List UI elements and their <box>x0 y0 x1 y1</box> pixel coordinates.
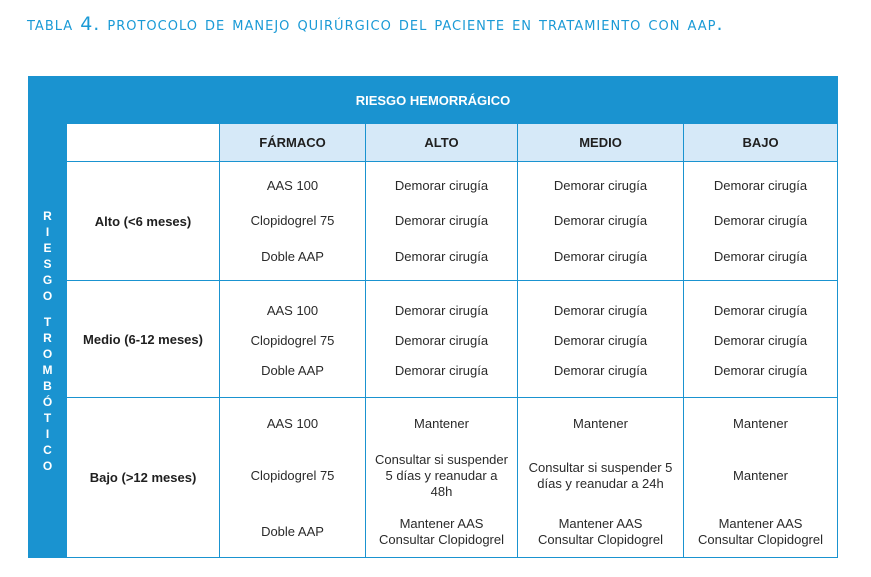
table-cell-text: Consultar Clopidogrel <box>537 532 663 547</box>
group-cell-farmaco <box>220 162 366 281</box>
table-cell-text: Mantener <box>733 416 788 431</box>
table-cell-text: Demorar cirugía <box>553 303 648 318</box>
table-cell-text: Demorar cirugía <box>394 249 489 264</box>
table-cell-text: 5 días y reanudar a <box>385 468 498 483</box>
table-cell-text: Demorar cirugía <box>713 363 808 378</box>
group-cell-bajo <box>684 162 838 281</box>
side-letter: C <box>43 443 52 457</box>
table-title: tabla 4. protocolo de manejo quirúrgico del paciente en tratamiento con aap. <box>27 13 724 35</box>
group-cell-bajo <box>684 398 838 558</box>
column-header-alto: ALTO <box>366 124 518 162</box>
table-cell-text: Doble AAP <box>261 363 324 378</box>
side-letter: G <box>42 273 53 287</box>
side-letter: M <box>42 363 53 377</box>
group-cell-alto <box>366 162 518 281</box>
group-cell-medio <box>518 281 684 398</box>
table-cell-text: Consultar Clopidogrel <box>697 532 823 547</box>
row-group-label: Alto (<6 meses) <box>67 162 220 281</box>
table-cell-text: Demorar cirugía <box>394 178 489 193</box>
table-cell-text: Demorar cirugía <box>713 303 808 318</box>
table-cell-text: Demorar cirugía <box>713 249 808 264</box>
side-letter: R <box>43 209 52 223</box>
side-letter: O <box>42 459 53 473</box>
table-cell-text: Demorar cirugía <box>394 213 489 228</box>
side-letter: R <box>43 331 52 345</box>
group-cell-alto <box>366 281 518 398</box>
side-letter: S <box>43 257 52 271</box>
table-cell-text: AAS 100 <box>266 178 319 193</box>
table-cell-text: Demorar cirugía <box>553 213 648 228</box>
table-cell-text: Demorar cirugía <box>713 333 808 348</box>
protocol-table <box>28 76 838 558</box>
side-letter: I <box>45 427 50 441</box>
table-cell-text: días y reanudar a 24h <box>537 476 664 491</box>
side-letter: B <box>43 379 52 393</box>
table-cell-text: Clopidogrel 75 <box>250 213 335 228</box>
table-cell-text: Demorar cirugía <box>713 213 808 228</box>
side-letter: I <box>45 225 50 239</box>
table-cell-text: Mantener <box>733 468 788 483</box>
table-cell-text: Demorar cirugía <box>394 333 489 348</box>
table-cell-text: 48h <box>430 484 453 499</box>
table-cell-text: Demorar cirugía <box>394 303 489 318</box>
row-group-label: Bajo (>12 meses) <box>67 398 220 558</box>
table-cell-text: Demorar cirugía <box>553 333 648 348</box>
table-cell-text: Consultar si suspender 5 <box>528 460 673 475</box>
group-cell-alto <box>366 398 518 558</box>
table-cell-text: Mantener <box>414 416 469 431</box>
group-cell-medio <box>518 162 684 281</box>
column-header-frmaco: FÁRMACO <box>220 124 366 162</box>
group-cell-farmaco <box>220 398 366 558</box>
table-cell-text: Consultar Clopidogrel <box>378 532 504 547</box>
group-cell-medio <box>518 398 684 558</box>
table-cell-text: Demorar cirugía <box>553 178 648 193</box>
side-letter: O <box>42 347 53 361</box>
row-group-label: Medio (6-12 meses) <box>67 281 220 398</box>
table-cell-text: Demorar cirugía <box>553 363 648 378</box>
side-letter: T <box>43 411 52 425</box>
column-header-bajo: BAJO <box>684 124 838 162</box>
table-cell-text: Clopidogrel 75 <box>250 468 335 483</box>
table-cell-text: AAS 100 <box>266 416 319 431</box>
table-cell-text: Mantener AAS <box>399 516 484 531</box>
group-cell-bajo <box>684 281 838 398</box>
side-letter: E <box>43 241 52 255</box>
table-cell-text: Mantener <box>573 416 628 431</box>
table-cell-text: Consultar si suspender <box>375 452 508 467</box>
side-letter: T <box>43 315 52 329</box>
table-cell-text: Demorar cirugía <box>394 363 489 378</box>
group-cell-farmaco <box>220 281 366 398</box>
table-cell-text: Doble AAP <box>261 249 324 264</box>
table-cell-text: Demorar cirugía <box>553 249 648 264</box>
table-cell-text: Mantener AAS <box>718 516 803 531</box>
riesgo-trombotico-label <box>28 124 67 558</box>
riesgo-hemorragico-header: RIESGO HEMORRÁGICO <box>355 92 511 108</box>
table-cell-text: Mantener AAS <box>558 516 643 531</box>
table-cell-text: AAS 100 <box>266 303 319 318</box>
table-grid <box>67 124 838 558</box>
corner-cell <box>67 124 220 162</box>
table-cell-text: Demorar cirugía <box>713 178 808 193</box>
table-cell-text: Doble AAP <box>261 524 324 539</box>
table-cell-text: Clopidogrel 75 <box>250 333 335 348</box>
column-header-medio: MEDIO <box>518 124 684 162</box>
side-letter: Ó <box>42 395 53 409</box>
side-letter: O <box>42 289 53 303</box>
